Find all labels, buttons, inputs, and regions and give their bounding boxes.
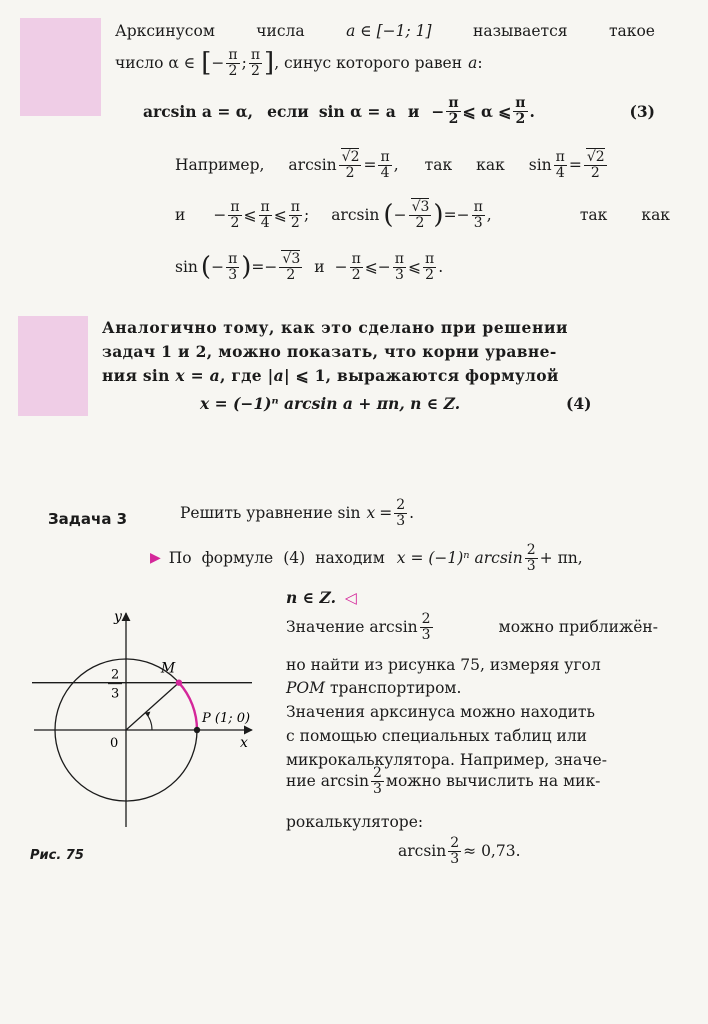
formula-dot: .: [529, 101, 535, 121]
var-a-abs: a: [273, 366, 284, 385]
analogy-highlight: [18, 316, 88, 416]
frac-den-label: 3: [111, 686, 120, 702]
arcsin-label: arcsin: [288, 156, 337, 175]
definition-formula: [143, 96, 655, 126]
formula-inequality: ⩽ α ⩽: [462, 101, 512, 121]
y-axis-label: y: [114, 609, 122, 625]
fraction-pi-4: $\frac{\pi}{4}$: [380, 149, 390, 181]
dot: .: [438, 258, 444, 277]
domain-expression: a ∈ [−1; 1]: [346, 22, 432, 40]
bracket-open: [: [201, 48, 212, 79]
bracket-close: ]: [264, 48, 275, 79]
point-m: [176, 679, 182, 685]
minus-sign: −: [211, 54, 225, 73]
unit-circle-figure: [30, 605, 280, 835]
frac-num-label: 2: [111, 667, 120, 683]
equals: =: [379, 504, 393, 523]
arc-pm: [179, 683, 197, 730]
angle-pom: POM: [286, 679, 326, 697]
fraction-2-3: $\frac{2}{3}$: [450, 835, 460, 867]
word-i: и: [175, 206, 186, 225]
right-line-6: микрокалькулятора. Например, значе-: [286, 751, 607, 769]
le-sign: ⩽: [243, 206, 257, 225]
analogy-line-1: Аналогично тому, как это сделано при решении: [102, 318, 569, 337]
equals: =: [363, 156, 377, 175]
arcsin-label: arcsin: [331, 206, 380, 225]
equals: =: [443, 206, 457, 225]
word-tak: так: [579, 206, 608, 225]
protractor-text: транспортиром.: [325, 679, 462, 697]
formula-number-3: (3): [629, 101, 655, 121]
word-i: и: [314, 258, 325, 277]
dot: .: [409, 504, 415, 523]
right-line-3: [286, 679, 461, 697]
formula-if: если: [267, 101, 309, 121]
word-takoe: такое: [608, 22, 655, 40]
fraction-sqrt3-2: $\frac{√3}{2}$: [409, 200, 432, 230]
fraction-2-3: $\frac{2}{3}$: [526, 542, 536, 574]
example-line-1: [175, 150, 670, 180]
fraction-pi-3b: $\frac{\pi}{3}$: [394, 251, 404, 283]
text-gde: , где |: [219, 366, 274, 385]
equals: =: [251, 258, 265, 277]
analogy-line-2: задач 1 и 2, можно показать, что корни уравне-: [102, 342, 557, 361]
minus-sign: −: [211, 258, 225, 277]
solution-start-marker: ▶: [150, 550, 161, 567]
word-4: (4): [283, 549, 306, 568]
word-formule: формуле: [201, 549, 274, 568]
task-label: Задача 3: [48, 510, 128, 528]
formula-arcsin-a: arcsin a = α,: [143, 101, 254, 121]
final-result: [398, 836, 521, 866]
solution-formula: x = (−1)ⁿ arcsin: [396, 549, 523, 568]
solution-tail: + πn,: [539, 549, 583, 568]
word-chisla: числа: [256, 22, 305, 40]
task-statement: [180, 498, 414, 528]
definition-line-1: [115, 22, 655, 40]
equals: =: [568, 156, 582, 175]
x-axis-label: x: [240, 735, 248, 751]
statement-text: Решить уравнение sin: [180, 504, 361, 523]
word-tak: так: [424, 156, 453, 175]
word-nakhodim: находим: [315, 549, 385, 568]
fraction-pi-2: $\frac{\pi}{2}$: [228, 47, 238, 79]
fraction-pi-2b: $\frac{\pi}{2}$: [250, 47, 261, 79]
fraction-pi-2b: $\frac{\pi}{2}$: [290, 199, 300, 231]
semicolon: ;: [303, 206, 310, 225]
formula-and: и: [407, 101, 420, 121]
fraction-sqrt2-2: $\frac{√2}{2}$: [339, 150, 362, 180]
value-arcsin: Значение arcsin: [286, 618, 418, 637]
right-line-5: с помощью специальных таблиц или: [286, 727, 588, 745]
formula-sin-alpha: sin α = a: [318, 101, 396, 121]
word-po: По: [168, 549, 192, 568]
m-label: M: [160, 660, 176, 677]
fraction-pi-4: $\frac{\pi}{4}$: [260, 199, 270, 231]
word-arcsinusom: Арксинусом: [115, 22, 215, 40]
minus-sign: −: [264, 258, 278, 277]
fraction-pi-2b: $\frac{\pi}{2}$: [425, 251, 435, 283]
fraction-2-3: $\frac{2}{3}$: [396, 497, 406, 529]
origin-label: 0: [110, 736, 119, 751]
solution-line-2: [286, 588, 357, 607]
paren-close: ): [241, 252, 252, 283]
minus-sign: −: [334, 258, 348, 277]
analogy-formula: x = (−1)ⁿ arcsin a + πn, n ∈ Z.: [200, 394, 461, 413]
radius-om: [126, 683, 179, 730]
formula-fraction-pi-2: $\frac{\pi}{2}$: [448, 95, 459, 127]
point-p: [194, 727, 200, 733]
analogy-line-3: [102, 366, 559, 385]
right-line-2: но найти из рисунка 75, измеряя угол: [286, 656, 601, 674]
minus-sign: −: [213, 206, 227, 225]
fraction-pi-3: $\frac{\pi}{3}$: [228, 251, 238, 283]
can-calc: можно вычислить на мик-: [385, 772, 601, 791]
example-intro: Например,: [175, 156, 265, 175]
definition-line-2: [115, 48, 483, 78]
right-line-1: [286, 612, 658, 642]
approx-value: ≈ 0,73.: [463, 842, 521, 861]
paren-close: ): [433, 200, 444, 231]
value-arcsin: ние arcsin: [286, 772, 369, 791]
solution-line-1: [150, 543, 658, 573]
comma: ,: [486, 206, 492, 225]
fraction-pi-2: $\frac{\pi}{2}$: [351, 251, 361, 283]
fraction-sqrt3-2: $\frac{√3}{2}$: [279, 252, 302, 282]
word-nazyvaetsya: называется: [473, 22, 568, 40]
le-sign: ⩽: [364, 258, 378, 277]
p-label: P (1; 0): [202, 711, 251, 726]
minus-sign: −: [431, 101, 445, 121]
right-line-8: рокалькуляторе:: [286, 813, 424, 831]
le-sign: ⩽: [408, 258, 421, 277]
paren-open: (: [200, 252, 212, 283]
right-line-4: Значения арксинуса можно находить: [286, 703, 595, 721]
figure-caption: Рис. 75: [30, 848, 84, 863]
fraction-pi-4b: $\frac{\pi}{4}$: [555, 149, 565, 181]
colon: :: [477, 54, 483, 73]
word-kak: как: [641, 206, 670, 225]
text-expressed: | ⩽ 1, выражаются формулой: [283, 366, 559, 385]
var-a: a: [209, 366, 220, 385]
fraction-2-3: $\frac{2}{3}$: [373, 765, 382, 797]
minus-sign: −: [456, 206, 470, 225]
example-line-3: [175, 252, 443, 282]
number-alpha-in: число α ∈: [115, 54, 196, 73]
var-x: x: [366, 504, 376, 523]
text-nia-sin: ния sin: [102, 366, 170, 385]
le-sign: ⩽: [273, 206, 287, 225]
arcsin-label: arcsin: [398, 842, 447, 861]
solution-end-marker: ◁: [344, 589, 357, 607]
formula-number-4: (4): [566, 394, 592, 413]
sin-label: sin: [175, 258, 198, 277]
fraction-2-3: $\frac{2}{3}$: [421, 611, 431, 643]
minus-sign: −: [393, 206, 407, 225]
paren-open: (: [383, 200, 394, 231]
var-x: x: [175, 366, 185, 385]
can-approx: можно приближён-: [498, 618, 658, 637]
minus-sign: −: [377, 258, 391, 277]
fraction-pi-3: $\frac{\pi}{3}$: [473, 199, 483, 231]
n-in-z: n ∈ Z.: [286, 588, 336, 607]
fraction-pi-2: $\frac{\pi}{2}$: [230, 199, 240, 231]
equals: =: [190, 366, 204, 385]
comma: ,: [393, 156, 399, 175]
definition-highlight: [20, 18, 101, 116]
var-a: a: [468, 54, 478, 73]
sine-equals-text: , синус которого равен: [274, 54, 463, 73]
word-kak: как: [476, 156, 505, 175]
right-line-7: [286, 766, 600, 796]
example-line-2: [175, 200, 670, 230]
sin-label: sin: [528, 156, 552, 175]
formula-fraction-pi-2b: $\frac{\pi}{2}$: [515, 95, 526, 127]
fraction-sqrt2-2b: $\frac{√2}{2}$: [584, 150, 607, 180]
semicolon: ;: [241, 54, 247, 73]
